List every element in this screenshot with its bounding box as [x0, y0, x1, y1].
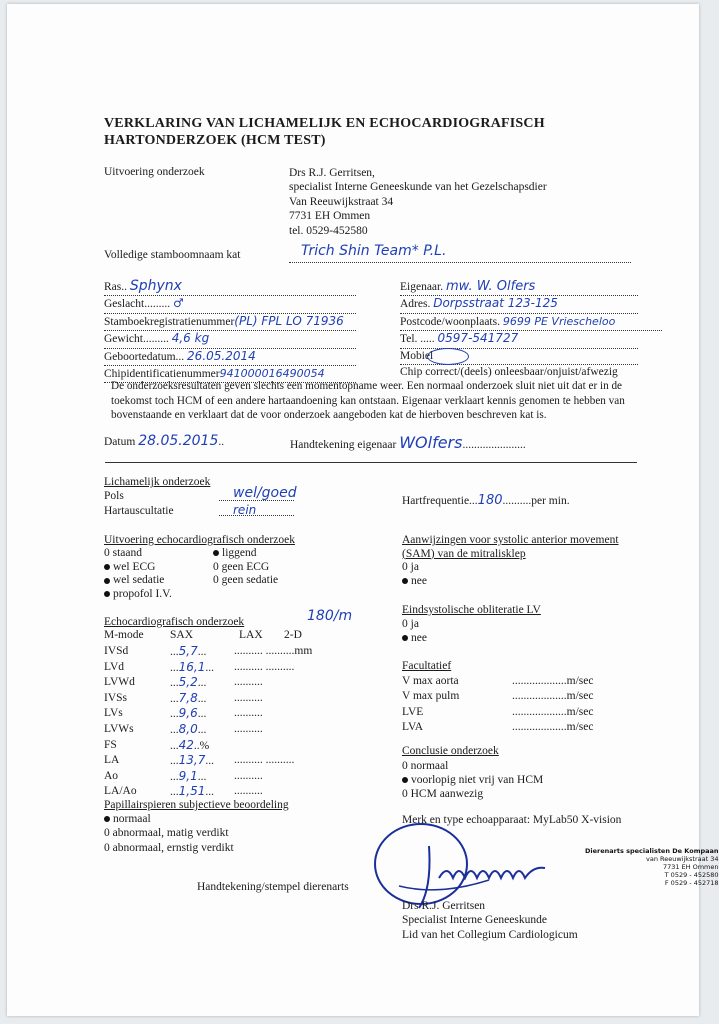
chip-correct-circle [427, 348, 469, 365]
echo-row: LVd ...16,1... .......... .......... [104, 659, 295, 674]
col-lax: LAX [239, 629, 263, 641]
conclusie-options [402, 759, 543, 801]
conclusie-hcm-aanwezig: 0 HCM aanwezig [402, 788, 484, 800]
cat-details: Ras.. Sphynx Geslacht......... ♂ Stamboekregistratienummer(PL) FPL LO 71936 Gewicht......... 4,6 kg Geboortedatum... 26.05.2014 Chipidentificatienummer941000016490054 [104, 279, 356, 383]
pols-label: Pols [104, 490, 124, 502]
hartauscultatie-label: Hartauscultatie [104, 505, 174, 517]
vet-line: Lid van het Collegium Cardiologicum [402, 928, 578, 941]
row-label: LA/Ao [104, 785, 137, 798]
stamp-line: F 0529 - 452718 [664, 879, 719, 887]
sam-options [402, 561, 427, 588]
filled-bullet-icon [104, 578, 110, 584]
conclusie-voorlopig: voorlopig niet vrij van HCM [411, 774, 544, 786]
row-value: 5,7 [178, 644, 198, 658]
row-label: FS [104, 738, 117, 751]
echo-apparaat: Merk en type echoapparaat: MyLab50 X-vision [402, 814, 622, 826]
postcode-label: Postcode/woonplaats [400, 315, 498, 328]
address-line: Drs R.J. Gerritsen, [289, 167, 375, 179]
echo-note: 180/m [307, 608, 353, 624]
eigenaar-label: Eigenaar [400, 281, 441, 293]
chip-label: Chipidentificatienummer [104, 368, 220, 381]
row-label: LVWs [104, 722, 134, 735]
facultatief-row: LVE ...................m/sec [402, 705, 594, 718]
row-value: 8,0 [178, 721, 198, 736]
uitvoering-label: Uitvoering onderzoek [104, 166, 205, 178]
option-propofol: propofol I.V. [113, 587, 172, 600]
fac-unit: m/sec [566, 721, 594, 734]
lichamelijk-heading: Lichamelijk onderzoek [104, 476, 211, 488]
hartfreq-row: Hartfrequentie...180..........per min. [402, 493, 570, 508]
row-value: 9,1 [178, 768, 198, 783]
geboorte-value: 26.05.2014 [187, 348, 256, 363]
filled-bullet-icon [104, 564, 110, 570]
row-label: LVd [104, 660, 125, 673]
facultatief-row: LVA ...................m/sec [402, 721, 594, 734]
col-sax: SAX [170, 629, 194, 641]
fac-label: V max pulm [402, 690, 460, 703]
stamboek-value: (PL) FPL LO 71936 [234, 313, 344, 328]
address-line: tel. 0529-452580 [289, 224, 368, 237]
echo-uitvoering-heading: Uitvoering echocardiografisch onderzoek [104, 534, 295, 546]
fac-unit: m/sec [566, 690, 594, 703]
owner-chip-options: correct/(deels) onleesbaar/onjuist/afwezig [425, 366, 618, 379]
stamboek-label: Stamboekregistratienummer [104, 315, 235, 328]
hartfreq-label: Hartfrequentie [402, 495, 470, 507]
echo-row: Ao ...9,1... .......... [104, 768, 263, 783]
papillair-heading: Papillairspieren subjectieve beoordeling [104, 799, 289, 811]
ras-value: Sphynx [129, 278, 182, 294]
section-divider [105, 462, 637, 463]
filled-bullet-icon [402, 635, 408, 641]
datum-value: 28.05.2015 [138, 433, 219, 449]
address-line: specialist Interne Geneeskunde van het Gezelschapsdier [289, 181, 547, 194]
papillair-options [104, 812, 234, 855]
row-unit: % [199, 739, 210, 752]
row-label: LVs [104, 707, 123, 720]
echo-row: IVSd ...5,7... .......... ..........mm [104, 644, 313, 658]
facultatief-heading: Facultatief [402, 660, 452, 672]
vet-sign-label: Handtekening/stempel dierenarts [197, 881, 349, 893]
sign-owner-row: Handtekening eigenaar WOlfers...................... [290, 433, 526, 452]
sam-heading-line2: (SAM) van de mitralisklep [402, 547, 526, 560]
sam-heading [402, 534, 619, 561]
echo-row: LVWs ...8,0... .......... [104, 721, 263, 736]
filled-bullet-icon [213, 550, 219, 556]
ras-label: Ras [104, 281, 122, 293]
echo-row: IVSs ...7,8... .......... [104, 690, 263, 705]
document-sheet [7, 4, 719, 1016]
sign-owner-label: Handtekening eigenaar [290, 439, 397, 451]
conclusie-heading: Conclusie onderzoek [402, 745, 499, 757]
pols-field [219, 484, 297, 501]
row-label: Ao [104, 769, 119, 782]
echo-row: LA ...13,7... .......... .......... [104, 753, 295, 768]
pols-value: wel/goed [233, 485, 297, 501]
tel-label: Tel. [400, 333, 418, 346]
owner-details: Eigenaar. mw. W. Olfers Adres. Dorpsstraat 123-125 Postcode/woonplaats. 9699 PE Vriescheloo Tel. ..... 0597-541727 Mobiel Chip correct/(deels) onleesbaar/onjuist/afwezig [400, 279, 662, 380]
disclaimer-text: De onderzoeksresultaten geven slechts een momentopname weer. Een normaal onderzoek sluit niet uit dat er in de toekomst toch HCM of een andere hartaandoening kan ontstaan. Eigenaar verklaart kennis genomen te hebben van bovenstaande en verklaart dat de voor onderzoek aangeboden kat de hierboven beschreven kat is. [111, 380, 625, 421]
echo-heading: Echocardiografisch onderzoek [104, 616, 245, 628]
postcode-value: 9699 PE Vriescheloo [502, 314, 616, 328]
fac-label: LVE [402, 705, 424, 718]
eind-option-nee: nee [411, 631, 427, 644]
option-wel-ecg: wel ECG [113, 560, 156, 573]
filled-bullet-icon [104, 591, 110, 597]
fac-unit: m/sec [566, 675, 594, 687]
owner-chip-label: Chip [400, 366, 423, 379]
eind-option-ja: 0 ja [402, 618, 419, 630]
echo-row: LA/Ao ...1,51... .......... [104, 784, 263, 799]
geslacht-value: ♂ [172, 296, 184, 311]
col-2d: 2-D [284, 629, 302, 641]
sam-heading-line1: Aanwijzingen voor systolic anterior movement [402, 534, 619, 546]
row-value: 1,51 [178, 784, 206, 799]
echo-table [104, 644, 344, 800]
stamboom-label: Volledige stamboomnaam kat [104, 249, 241, 261]
datum-row: Datum 28.05.2015.. [104, 433, 225, 449]
tel-value: 0597-541727 [437, 331, 519, 346]
stamboom-field [289, 243, 631, 263]
mobiel-label: Mobiel [400, 349, 434, 362]
title-line1: VERKLARING VAN LICHAMELIJK EN ECHOCARDIOGRAFISCH [104, 116, 545, 131]
option-staand: 0 staand [104, 547, 143, 559]
eindsystolische-options [402, 618, 427, 645]
papillair-normaal: normaal [113, 813, 151, 825]
gewicht-label: Gewicht [104, 333, 143, 346]
echo-row: LVs ...9,6... .......... [104, 706, 263, 721]
address-line: 7731 EH Ommen [289, 210, 371, 223]
hartfreq-value: 180 [477, 493, 503, 508]
row-unit: mm [294, 645, 313, 657]
address-line: Van Reeuwijkstraat 34 [289, 195, 394, 208]
stamp-line: Dierenarts specialisten De Kompaan [585, 847, 719, 855]
option-geen-ecg: 0 geen ECG [213, 560, 270, 573]
sam-option-ja: 0 ja [402, 561, 419, 573]
stamp-line: van Reeuwijkstraat 34 [646, 855, 719, 863]
row-value: 42 [178, 737, 194, 752]
option-wel-sedatie: wel sedatie [113, 574, 165, 587]
sign-owner-value: WOlfers [399, 433, 463, 452]
vet-details [402, 899, 578, 942]
vet-line: Drs R.J. Gerritsen [402, 900, 486, 912]
papillair-matig: 0 abnormaal, matig verdikt [104, 827, 229, 840]
filled-bullet-icon [402, 777, 408, 783]
stamboom-value: Trich Shin Team* P.L. [301, 243, 447, 259]
fac-unit: m/sec [566, 705, 594, 718]
adres-value: Dorpsstraat 123-125 [433, 296, 558, 311]
facultatief-rows [402, 674, 622, 736]
geboorte-label: Geboortedatum [104, 350, 176, 363]
echo-uitvoering-list [104, 547, 172, 601]
chip-value: 941000016490054 [219, 367, 325, 381]
row-label: LVWd [104, 676, 135, 689]
option-geen-sedatie: 0 geen sedatie [213, 574, 279, 587]
datum-label: Datum [104, 436, 136, 448]
hartfreq-unit: per min. [531, 495, 570, 507]
adres-label: Adres [400, 298, 428, 311]
fac-label: LVA [402, 721, 424, 734]
papillair-ernstig: 0 abnormaal, ernstig verdikt [104, 841, 234, 854]
echo-row: FS ...42..% [104, 737, 210, 752]
filled-bullet-icon [402, 578, 408, 584]
echo-row: LVWd ...5,2... .......... [104, 675, 263, 690]
row-label: IVSs [104, 691, 128, 704]
hartauscultatie-value: rein [233, 503, 257, 517]
row-label: IVSd [104, 645, 129, 657]
eindsystolische-heading: Eindsystolische obliteratie LV [402, 604, 541, 616]
stamp-line: 7731 EH Ommen [662, 863, 719, 871]
facultatief-row: V max pulm ...................m/sec [402, 690, 594, 703]
row-value: 5,2 [178, 675, 198, 690]
vet-line: Specialist Interne Geneeskunde [402, 914, 547, 927]
echo-uitvoering-list2 [213, 547, 278, 588]
conclusie-normaal: 0 normaal [402, 760, 449, 772]
fac-label: V max aorta [402, 675, 459, 687]
stamp-line: T 0529 - 452580 [664, 871, 719, 879]
row-value: 7,8 [178, 690, 198, 705]
filled-bullet-icon [104, 816, 110, 822]
option-liggend: liggend [222, 547, 257, 559]
title-line2: HARTONDERZOEK (HCM TEST) [104, 133, 326, 148]
col-mmode: M-mode [104, 629, 144, 641]
vet-stamp [585, 847, 719, 887]
eigenaar-value: mw. W. Olfers [445, 279, 536, 294]
gewicht-value: 4,6 kg [171, 331, 210, 346]
row-value: 13,7 [178, 753, 206, 768]
hartauscultatie-field [219, 501, 294, 516]
row-value: 16,1 [178, 659, 206, 674]
row-value: 9,6 [178, 706, 198, 721]
facultatief-row: V max aorta ...................m/sec [402, 675, 594, 687]
geslacht-label: Geslacht [104, 298, 145, 311]
uitvoering-address [289, 166, 547, 238]
sam-option-nee: nee [411, 574, 427, 587]
row-label: LA [104, 754, 120, 767]
